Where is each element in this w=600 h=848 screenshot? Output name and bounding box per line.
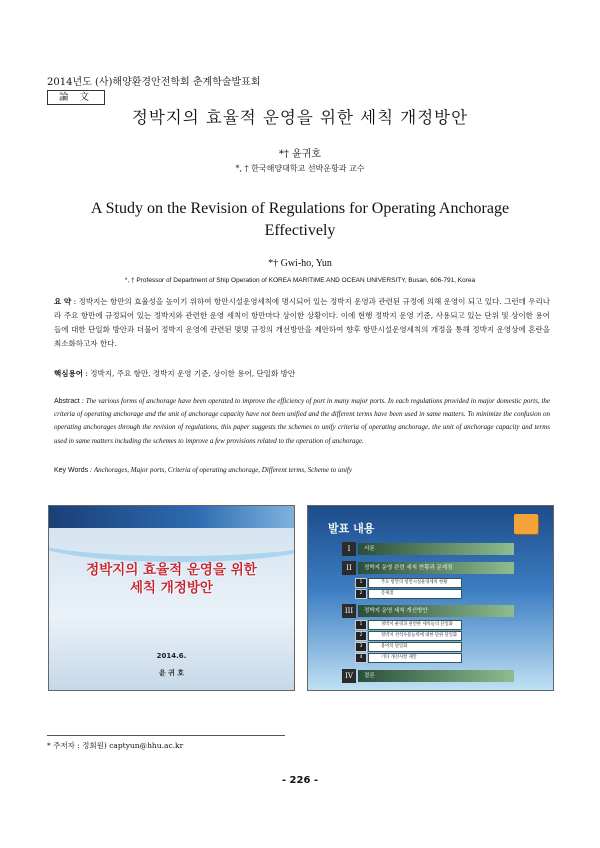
outline-item-1: 서론 — [358, 543, 514, 555]
korean-abstract-text: : 정박지는 항만의 효율성을 높이기 위하여 항만시설운영세칙에 명시되어 있는 정박지 운영과 관련된 규정에 의해 운영이 되고 있다. 그런데 우리나라 주요 항만에 규정되어 있는 정박지와 관련한 운영 세칙이 항만마다 상이한 상황이다. 이에 현행 정박지 운영 기준, 사용되고 있는 단위 및 상이한 용어들에 대한 단일화 방안과 더불어 정박지 운영에 관련된 몇몇 규정의 개선방안을 제안하여 향후 항만시설운영세칙의 개정을 통해 정박지 운영상에 혼란을 최소화하고자 한다. — [54, 297, 550, 348]
english-abstract-label: Abstract — [54, 398, 80, 405]
slide1-title-line2: 세칙 개정방안 — [130, 580, 213, 596]
outline-sub-ii-2: 문제점 — [368, 589, 462, 599]
english-affiliation: *, † Professor of Department of Ship Operation of KOREA MARITIME AND OCEAN UNIVERSITY, Busan, 606-791, Korea — [124, 277, 476, 284]
slide-swoosh-decoration — [48, 516, 295, 562]
english-title-line1: A Study on the Revision of Regulations for Operating Anchorage — [90, 200, 510, 217]
conference-header: 2014년도 (사)해양환경안전학회 춘계학술발표회 — [47, 77, 261, 88]
english-keywords — [54, 466, 352, 474]
outline-item-2: 정박지 운영 관련 세칙 현황과 문제점 — [358, 562, 514, 574]
outline-item-4: 결론 — [358, 670, 514, 682]
slide1-title-line1: 정박지의 효율적 운영을 위한 — [86, 562, 257, 578]
outline-item-3: 정박지 운영 세칙 개선방안 — [358, 605, 514, 617]
outline-num-2: II — [342, 561, 356, 575]
outline-sub-iii-1: 정박지 운영과 관련한 세칙들의 단일화 — [368, 620, 462, 630]
outline-slide-image — [307, 505, 554, 691]
paper-type-tag: 論 文 — [47, 90, 105, 105]
outline-sub-iii-num-2: 2 — [355, 631, 367, 641]
english-abstract — [54, 395, 550, 448]
korean-title: 정박지의 효율적 운영을 위한 세칙 개정방안 — [131, 108, 469, 127]
korean-affiliation: *, † 한국해양대학교 선박운항과 교수 — [235, 164, 365, 173]
english-keywords-text: : Anchorages, Major ports, Criteria of operating anchorage, Different terms, Scheme to unify — [88, 466, 352, 474]
english-title — [60, 198, 540, 242]
outline-num-1: I — [342, 542, 356, 556]
english-abstract-text: : The various forms of anchorage have been operated to improve the efficiency of port in many major ports. In each regulations provided in major domestic ports, the criteria of operating anchorage and the unit of anchorage capacity have not been unified and the different terms have been used in same matters. To minimize the confusion on operating anchorages through the revision of regulations, this paper suggests the schemes to unify criteria of operating anchorage, the unit of anchorage capacity and terms used in same matters including the schemes to improve a few provisions related to the operation of anchorage. — [54, 397, 550, 445]
korean-author: *† 윤귀호 — [278, 149, 322, 160]
korean-abstract — [54, 295, 550, 351]
outline-sub-ii-num-2: 2 — [355, 589, 367, 599]
outline-sub-iii-num-4: 4 — [355, 653, 367, 663]
outline-sub-iii-2: 정박지 선석수용능력에 대한 단위 단일화 — [368, 631, 462, 641]
page-number: - 226 - — [281, 775, 319, 786]
footnote: * 주저자 : 정회원) captyun@hhu.ac.kr — [47, 741, 184, 750]
english-title-line2: Effectively — [264, 222, 336, 239]
outline-sub-iii-4: 기타 개선사항 제안 — [368, 653, 462, 663]
title-slide-image — [48, 505, 295, 691]
english-keywords-label: Key Words — [54, 467, 89, 474]
outline-sub-iii-num-3: 3 — [355, 642, 367, 652]
outline-num-3: III — [342, 604, 356, 618]
slide1-date: 2014.6. — [156, 652, 187, 660]
korean-abstract-label: 요 약 — [54, 297, 72, 306]
slide1-presenter: 윤 귀 호 — [158, 669, 185, 677]
english-author: *† Gwi-ho, Yun — [268, 258, 332, 269]
outline-sub-iii-3: 용어의 단일화 — [368, 642, 462, 652]
outline-sub-ii-1: 주요 항만의 항만시설운영세칙 현황 — [368, 578, 462, 588]
korean-keywords-label: 핵심용어 — [54, 369, 83, 378]
korean-keywords — [54, 368, 550, 379]
outline-sub-ii-num-1: 1 — [355, 578, 367, 588]
outline-sub-iii-num-1: 1 — [355, 620, 367, 630]
korean-keywords-text: : 정박지, 주요 항만, 정박지 운영 기준, 상이한 용어, 단일화 방안 — [82, 369, 296, 378]
footnote-divider — [47, 735, 285, 736]
folder-icon — [514, 514, 538, 534]
slide2-heading: 발표 내용 — [328, 522, 375, 535]
outline-num-4: IV — [342, 669, 356, 683]
